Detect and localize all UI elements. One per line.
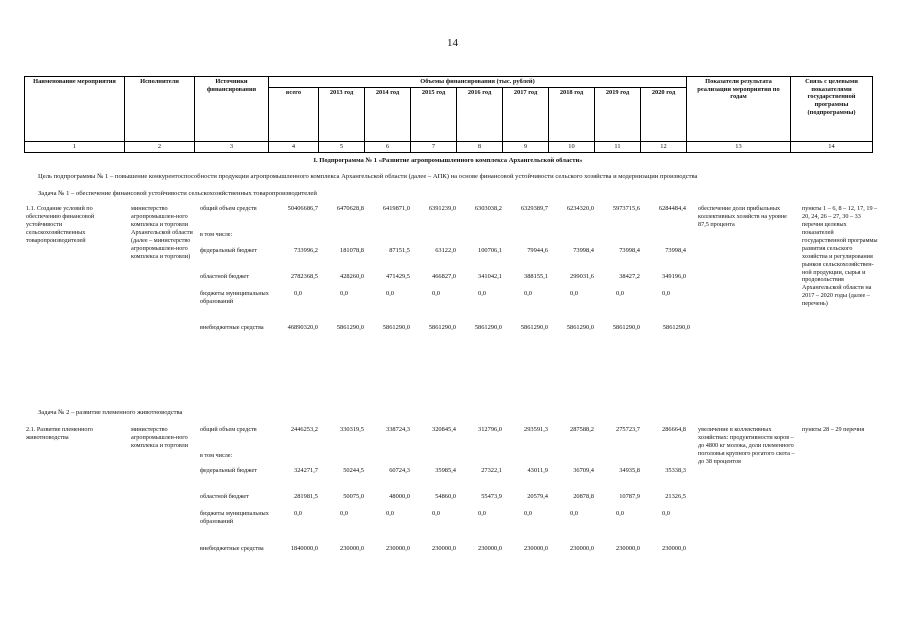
value-cell: 0,0 <box>524 510 532 517</box>
value-cell: 34935,8 <box>619 467 640 474</box>
task-2-text: Задача № 2 – развитие племенного животноводства <box>38 409 183 416</box>
source-label: бюджеты муниципальных образований <box>200 510 269 525</box>
header-source: Источники финансирования <box>195 77 269 142</box>
source-label: областной бюджет <box>200 493 249 500</box>
value-cell: 10787,9 <box>619 493 640 500</box>
value-cell: 230000,0 <box>432 545 456 552</box>
value-cell: 0,0 <box>524 290 532 297</box>
col-number: 5 <box>319 142 365 153</box>
value-cell: 0,0 <box>570 510 578 517</box>
value-cell: 0,0 <box>662 290 670 297</box>
value-cell: 230000,0 <box>524 545 548 552</box>
col-number: 11 <box>595 142 641 153</box>
col-number: 2 <box>125 142 195 153</box>
col-number: 14 <box>791 142 873 153</box>
value-cell: 73998,4 <box>573 247 594 254</box>
value-cell: 466827,0 <box>432 273 456 280</box>
header-year: 2018 год <box>549 88 595 142</box>
source-label: в том числе: <box>200 231 233 238</box>
value-cell: 87151,5 <box>389 247 410 254</box>
value-cell: 50075,0 <box>343 493 364 500</box>
value-cell: 55473,9 <box>481 493 502 500</box>
source-label: внебюджетные средства <box>200 545 264 552</box>
value-cell: 733996,2 <box>294 247 318 254</box>
source-label: областной бюджет <box>200 273 249 280</box>
value-cell: 5861290,0 <box>520 324 548 331</box>
value-cell: 0,0 <box>616 290 624 297</box>
value-cell: 0,0 <box>478 290 486 297</box>
col-number: 8 <box>457 142 503 153</box>
value-cell: 50406686,7 <box>287 205 318 212</box>
value-cell: 286664,8 <box>662 426 686 433</box>
value-cell: 63122,0 <box>435 247 456 254</box>
value-cell: 281981,5 <box>294 493 318 500</box>
value-cell: 43011,9 <box>527 467 548 474</box>
header-table <box>24 76 873 153</box>
col-number: 4 <box>269 142 319 153</box>
value-cell: 100706,1 <box>478 247 502 254</box>
value-cell: 6470628,8 <box>336 205 364 212</box>
source-label: федеральный бюджет <box>200 467 257 474</box>
value-cell: 5861290,0 <box>662 324 690 331</box>
value-cell: 181078,8 <box>340 247 364 254</box>
value-cell: 0,0 <box>294 510 302 517</box>
value-cell: 230000,0 <box>478 545 502 552</box>
source-label: бюджеты муниципальных образований <box>200 290 269 305</box>
value-cell: 0,0 <box>478 510 486 517</box>
value-cell: 5861290,0 <box>566 324 594 331</box>
source-label: общий объем средств <box>200 426 257 433</box>
value-cell: 48000,0 <box>389 493 410 500</box>
value-cell: 471429,5 <box>386 273 410 280</box>
value-cell: 0,0 <box>386 510 394 517</box>
value-cell: 230000,0 <box>616 545 640 552</box>
value-cell: 0,0 <box>570 290 578 297</box>
col-number: 9 <box>503 142 549 153</box>
page-number: 14 <box>447 37 458 49</box>
header-year: 2019 год <box>595 88 641 142</box>
value-cell: 349196,0 <box>662 273 686 280</box>
col-number: 7 <box>411 142 457 153</box>
value-cell: 36709,4 <box>573 467 594 474</box>
result-indicator-2: увеличение в коллективных хозяйствах: продуктивности коров – до 4800 кг молока, доли племенного поголовья крупного рогатого скота – до 38 процентов <box>698 426 795 465</box>
header-year: 2015 год <box>411 88 457 142</box>
value-cell: 38427,2 <box>619 273 640 280</box>
value-cell: 388155,1 <box>524 273 548 280</box>
source-label: федеральный бюджет <box>200 247 257 254</box>
source-label: внебюджетные средства <box>200 324 264 331</box>
value-cell: 5861290,0 <box>428 324 456 331</box>
value-cell: 324271,7 <box>294 467 318 474</box>
value-cell: 5861290,0 <box>336 324 364 331</box>
value-cell: 6391239,0 <box>428 205 456 212</box>
header-year: 2014 год <box>365 88 411 142</box>
value-cell: 2446253,2 <box>290 426 318 433</box>
value-cell: 54860,0 <box>435 493 456 500</box>
value-cell: 6234320,0 <box>566 205 594 212</box>
source-label: общий объем средств <box>200 205 257 212</box>
value-cell: 0,0 <box>616 510 624 517</box>
task-1-text: Задача № 1 – обеспечение финансовой устойчивости сельскохозяйственных товаропроизводителей <box>38 190 317 197</box>
measure-1-executor: министерство агропромышлен-ного комплекса и торговли Архангельской области (далее – министерство агропромышлен-ного комплекса и торговли) <box>131 205 193 260</box>
header-year: 2016 год <box>457 88 503 142</box>
value-cell: 27322,1 <box>481 467 502 474</box>
program-link-1: пункты 1 – 6, 8 – 12, 17, 19 – 20, 24, 26 – 27, 30 – 33 перечня целевых показателей государственной программы развития сельского хозяйства и регулирования рынков сельскохозяйствен-ной продукции, сырья и продовольствия Архангельской области на 2017 – 2020 годы (далее – перечень) <box>802 205 878 308</box>
value-cell: 6303038,2 <box>474 205 502 212</box>
value-cell: 338724,3 <box>386 426 410 433</box>
value-cell: 341042,1 <box>478 273 502 280</box>
value-cell: 299031,6 <box>570 273 594 280</box>
header-result: Показатели результата реализации мероприятия по годам <box>687 77 791 142</box>
value-cell: 2782368,5 <box>290 273 318 280</box>
program-link-2: пункты 28 – 29 перечня <box>802 426 865 433</box>
source-label: в том числе: <box>200 452 233 459</box>
header-name: Наименование мероприятия <box>25 77 125 142</box>
measure-2-executor: министерство агропромышлен-ного комплекса и торговли <box>131 426 189 449</box>
value-cell: 0,0 <box>340 290 348 297</box>
value-cell: 46890320,0 <box>287 324 318 331</box>
value-cell: 79944,6 <box>527 247 548 254</box>
value-cell: 21326,5 <box>665 493 686 500</box>
measure-1-name: 1.1. Создание условий по обеспечению финансовой устойчивости сельскохозяйственных товаропроизводителей <box>26 205 95 244</box>
header-year: 2013 год <box>319 88 365 142</box>
value-cell: 20878,8 <box>573 493 594 500</box>
value-cell: 275723,7 <box>616 426 640 433</box>
value-cell: 0,0 <box>386 290 394 297</box>
value-cell: 0,0 <box>432 290 440 297</box>
value-cell: 20579,4 <box>527 493 548 500</box>
value-cell: 287588,2 <box>570 426 594 433</box>
value-cell: 0,0 <box>432 510 440 517</box>
col-number: 3 <box>195 142 269 153</box>
header-year: 2020 год <box>641 88 687 142</box>
value-cell: 320845,4 <box>432 426 456 433</box>
col-number: 10 <box>549 142 595 153</box>
result-indicator-1: обеспечение доли прибыльных коллективных хозяйств на уровне 87,5 процента <box>698 205 787 228</box>
value-cell: 230000,0 <box>386 545 410 552</box>
value-cell: 230000,0 <box>340 545 364 552</box>
value-cell: 35985,4 <box>435 467 456 474</box>
value-cell: 0,0 <box>662 510 670 517</box>
value-cell: 73998,4 <box>619 247 640 254</box>
value-cell: 6284484,4 <box>658 205 686 212</box>
value-cell: 0,0 <box>294 290 302 297</box>
value-cell: 50244,5 <box>343 467 364 474</box>
value-cell: 5973715,6 <box>612 205 640 212</box>
value-cell: 428260,0 <box>340 273 364 280</box>
value-cell: 73998,4 <box>665 247 686 254</box>
subprogram-title: I. Подпрограмма № 1 «Развитие агропромышленного комплекса Архангельской области» <box>313 157 583 164</box>
value-cell: 6329389,7 <box>520 205 548 212</box>
col-number: 6 <box>365 142 411 153</box>
measure-2-name: 2.1. Развитие племенного животноводства <box>26 426 94 441</box>
col-number: 13 <box>687 142 791 153</box>
header-link: Связь с целевыми показателями государственной программы (подпрограммы) <box>791 77 873 142</box>
col-number: 12 <box>641 142 687 153</box>
value-cell: 6419871,0 <box>382 205 410 212</box>
value-cell: 312796,0 <box>478 426 502 433</box>
col-number: 1 <box>25 142 125 153</box>
value-cell: 5861290,0 <box>474 324 502 331</box>
value-cell: 60724,3 <box>389 467 410 474</box>
header-executor: Исполнители <box>125 77 195 142</box>
header-volumes: Объемы финансирования (тыс. рублей) <box>269 77 687 88</box>
value-cell: 5861290,0 <box>382 324 410 331</box>
value-cell: 5861290,0 <box>612 324 640 331</box>
value-cell: 35338,3 <box>665 467 686 474</box>
value-cell: 1840000,0 <box>290 545 318 552</box>
value-cell: 230000,0 <box>570 545 594 552</box>
header-year: 2017 год <box>503 88 549 142</box>
value-cell: 330319,5 <box>340 426 364 433</box>
value-cell: 0,0 <box>340 510 348 517</box>
value-cell: 230000,0 <box>662 545 686 552</box>
value-cell: 293591,3 <box>524 426 548 433</box>
header-year: всего <box>269 88 319 142</box>
goal-text: Цель подпрограммы № 1 – повышение конкурентоспособности продукции агропромышленного комплекса Архангельской области (далее – АПК) на основе финансовой устойчивости сельского хозяйства и модернизации производства <box>38 173 698 180</box>
